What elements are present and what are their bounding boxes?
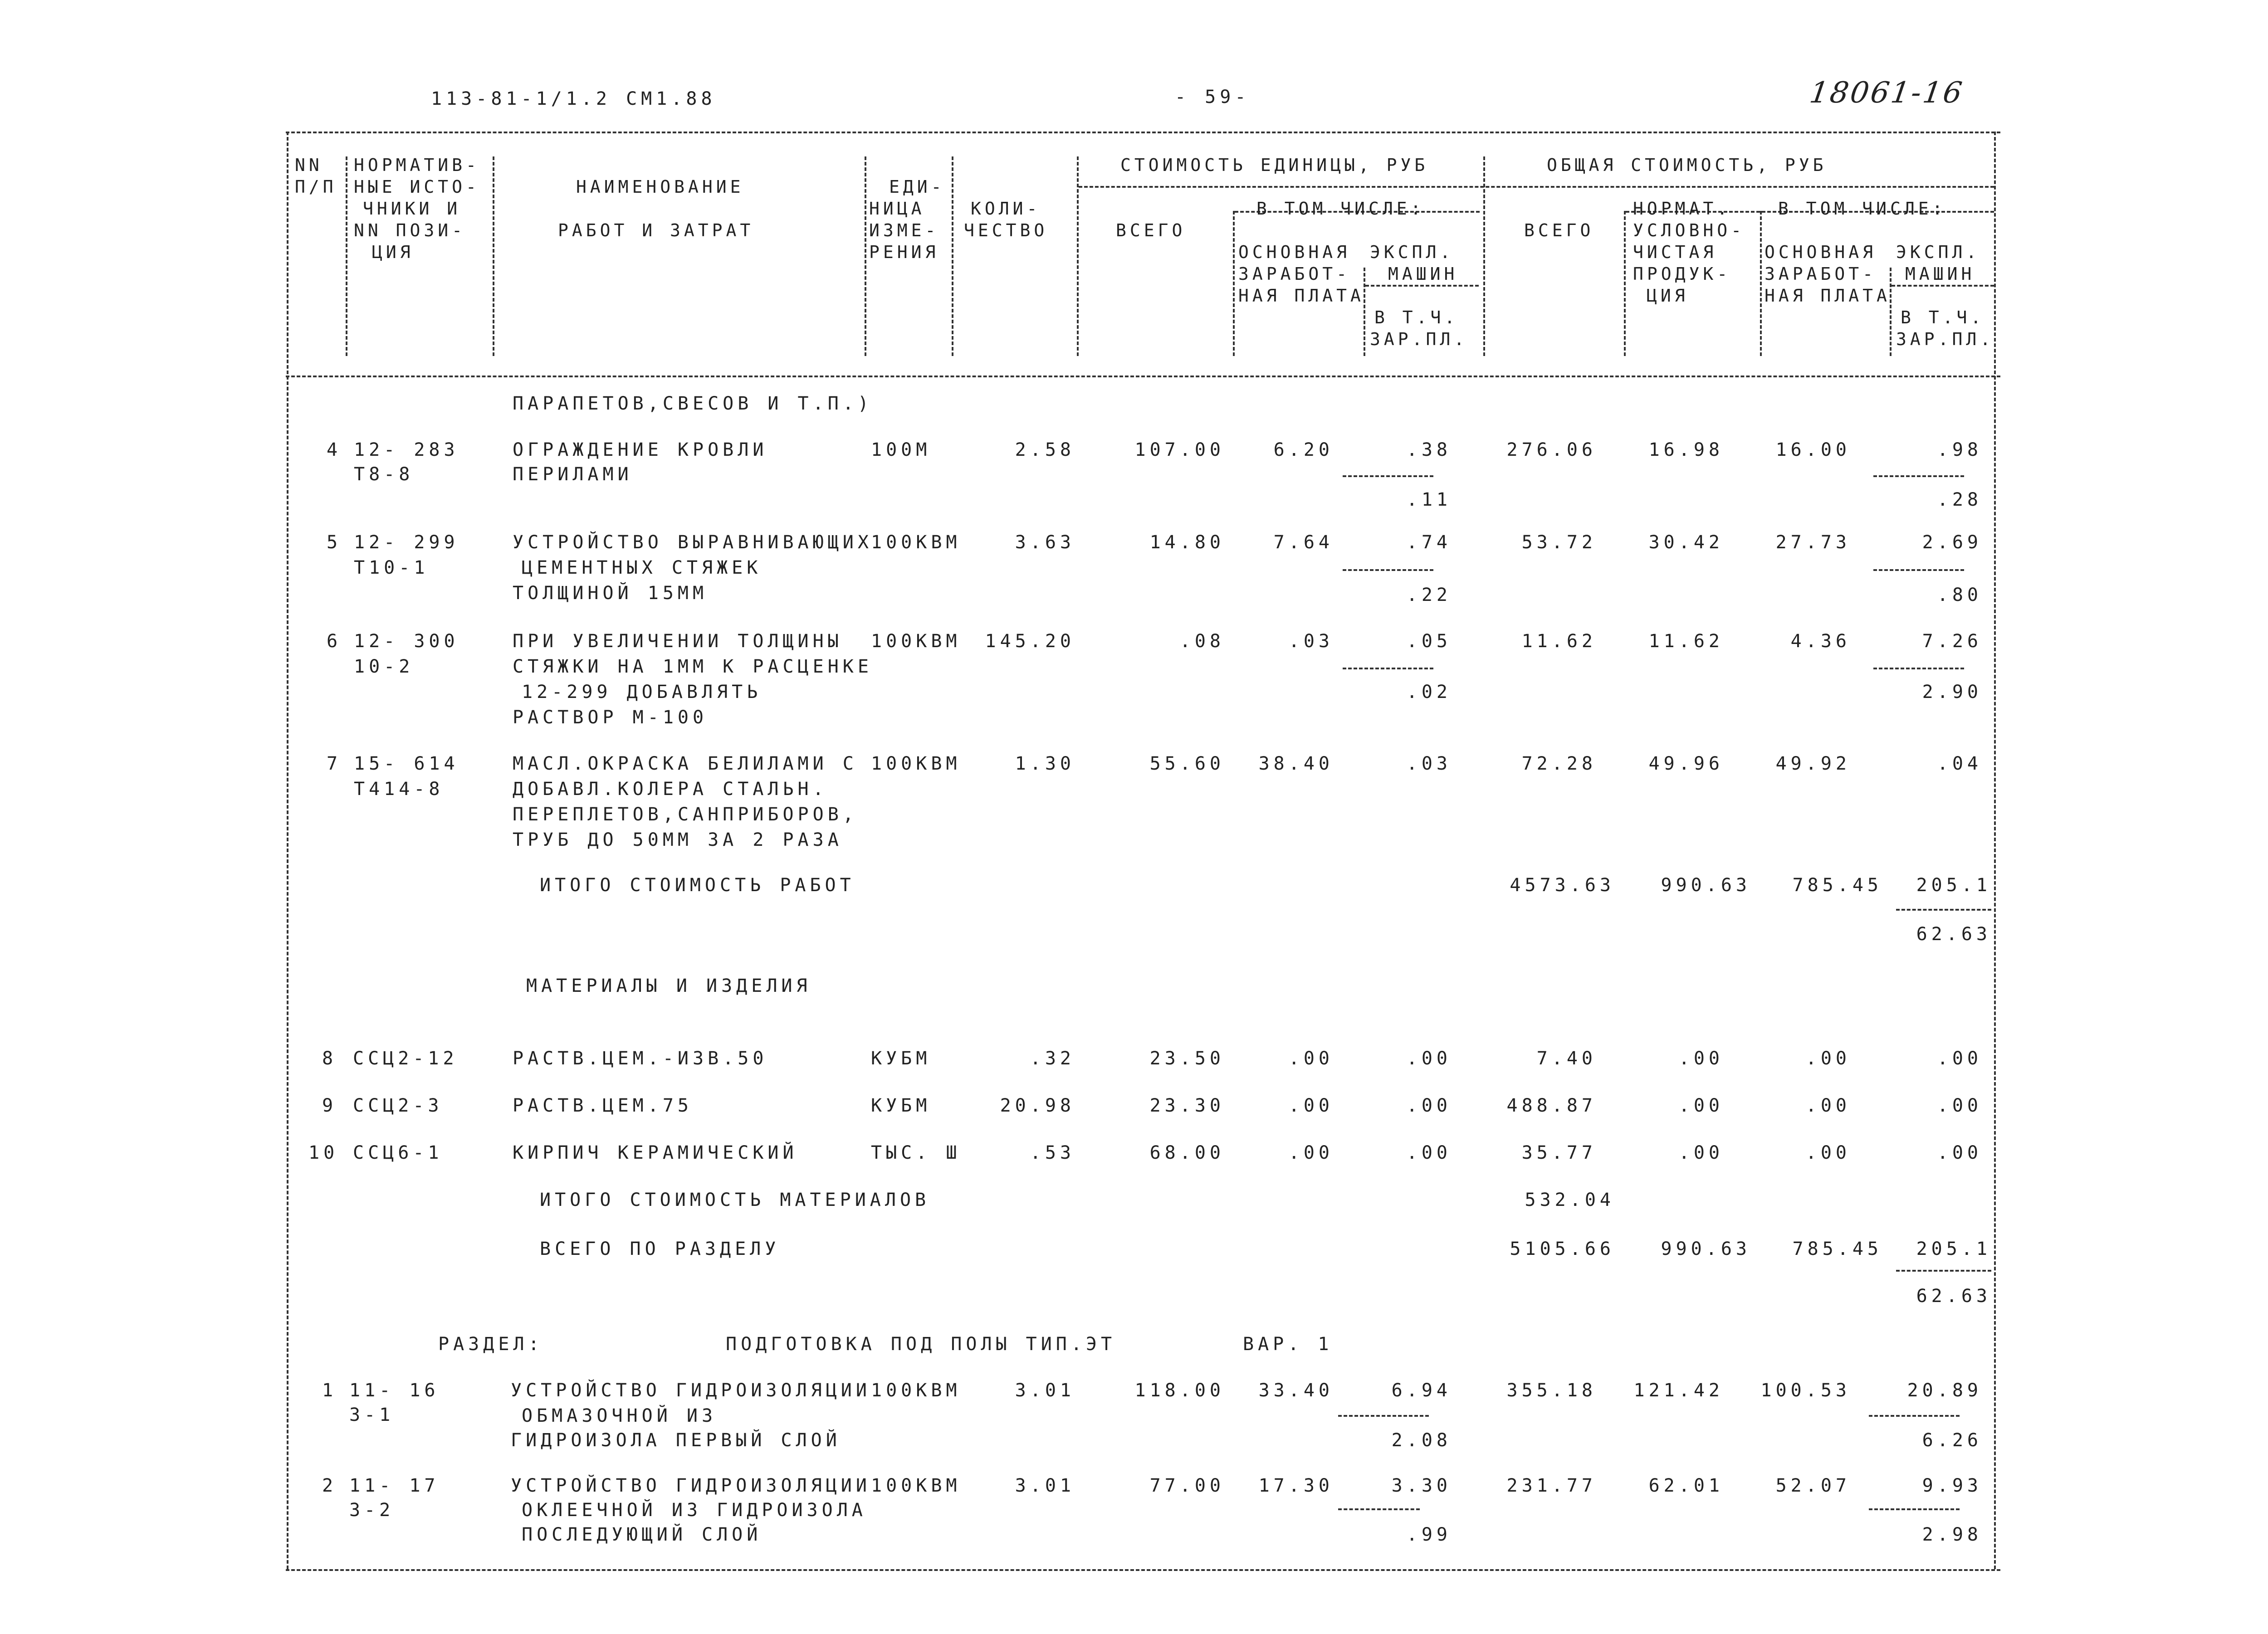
itogo-rabot-normat: 990.63 bbox=[1661, 875, 1751, 896]
mat-row-uc-wage: .00 bbox=[1288, 1142, 1334, 1163]
row-unit: 100КВМ bbox=[871, 753, 961, 774]
page-number: - 59- bbox=[1175, 87, 1250, 107]
header-underline-1 bbox=[1079, 186, 1994, 188]
hdr-vtom-2: В ТОМ ЧИСЛЕ: bbox=[1778, 199, 1946, 219]
mat-row-qty: .32 bbox=[1030, 1048, 1075, 1069]
sub-dash bbox=[1343, 569, 1433, 571]
row-uc-mach: 3.30 bbox=[1391, 1475, 1452, 1496]
mat-row-uc-wage: .00 bbox=[1288, 1048, 1334, 1069]
hdr-vtch2-2: ЗАР.ПЛ. bbox=[1896, 329, 1994, 349]
row-uc-total: 118.00 bbox=[1134, 1380, 1225, 1401]
row-uc-total: 107.00 bbox=[1134, 439, 1225, 460]
row-tc-mach: .98 bbox=[1937, 439, 1982, 460]
hdr-normat-5: ЦИЯ bbox=[1647, 286, 1689, 306]
hdr-eksp2-1: ЭКСПЛ. bbox=[1896, 242, 1980, 262]
mat-row-unit: КУБМ bbox=[871, 1048, 931, 1069]
hdr-unit-4: РЕНИЯ bbox=[869, 242, 939, 262]
hdr-osn2-2: ЗАРАБОТ- bbox=[1765, 264, 1877, 284]
frame-right bbox=[1994, 132, 1996, 1569]
row-name: РАСТВОР М-100 bbox=[513, 707, 708, 728]
hdr-unit-2: НИЦА bbox=[869, 199, 925, 219]
header-sep-11 bbox=[1890, 268, 1892, 356]
row-qty: 2.58 bbox=[1015, 439, 1075, 460]
row-source: 3-2 bbox=[349, 1500, 395, 1521]
row-name: ТОЛЩИНОЙ 15ММ bbox=[513, 583, 708, 604]
row-uc-mach-wage: .99 bbox=[1406, 1524, 1452, 1545]
hdr-name-1: НАИМЕНОВАНИЕ bbox=[576, 177, 744, 197]
vsego-razdel-label: ВСЕГО ПО РАЗДЕЛУ bbox=[540, 1239, 780, 1259]
row-uc-total: 55.60 bbox=[1149, 753, 1225, 774]
row-tc-total: 276.06 bbox=[1506, 439, 1597, 460]
mat-row-uc-mach: .00 bbox=[1406, 1048, 1452, 1069]
mat-row-uc-total: 68.00 bbox=[1149, 1142, 1225, 1163]
row-name: ПЕРИЛАМИ bbox=[513, 464, 633, 485]
row-name: ПЕРЕПЛЕТОВ,САНПРИБОРОВ, bbox=[513, 804, 858, 825]
itogo-rabot-mach: 205.1 bbox=[1916, 875, 1991, 896]
header-sep-9 bbox=[1760, 211, 1762, 356]
header-sep-3 bbox=[865, 156, 866, 356]
hdr-osn2-1: ОСНОВНАЯ bbox=[1765, 242, 1877, 262]
row-uc-total: 14.80 bbox=[1149, 532, 1225, 553]
vsego-razdel-wage: 785.45 bbox=[1792, 1239, 1882, 1259]
mat-row-source: ССЦ2-3 bbox=[353, 1095, 443, 1116]
row-number: 6 bbox=[327, 631, 342, 652]
razdel-label: РАЗДЕЛ: bbox=[438, 1334, 543, 1355]
mat-row-tc-wage: .00 bbox=[1805, 1095, 1851, 1116]
row-name: ПРИ УВЕЛИЧЕНИИ ТОЛЩИНЫ bbox=[513, 631, 843, 652]
materials-title: МАТЕРИАЛЫ И ИЗДЕЛИЯ bbox=[526, 976, 811, 996]
mat-row-source: ССЦ2-12 bbox=[353, 1048, 458, 1069]
mat-row-tc-normat: .00 bbox=[1678, 1048, 1724, 1069]
vsego-razdel-total: 5105.66 bbox=[1510, 1239, 1615, 1259]
mat-row-unit: КУБМ bbox=[871, 1095, 931, 1116]
row-tc-wage: 100.53 bbox=[1760, 1380, 1851, 1401]
row-name: УСТРОЙСТВО ВЫРАВНИВАЮЩИХ bbox=[513, 532, 873, 553]
row-tc-mach-wage: .28 bbox=[1937, 489, 1982, 510]
row-tc-mach: 9.93 bbox=[1922, 1475, 1982, 1496]
row-source: 11- 17 bbox=[349, 1475, 440, 1496]
row-number: 5 bbox=[327, 532, 342, 553]
hdr-vtom-1: В ТОМ ЧИСЛЕ: bbox=[1256, 199, 1425, 219]
row-name: УСТРОЙСТВО ГИДРОИЗОЛЯЦИИ bbox=[511, 1380, 871, 1401]
mat-row-name: КИРПИЧ КЕРАМИЧЕСКИЙ bbox=[513, 1142, 798, 1163]
row-qty: 3.01 bbox=[1015, 1475, 1075, 1496]
sub-dash bbox=[1873, 569, 1964, 571]
mat-row-tc-total: 35.77 bbox=[1521, 1142, 1597, 1163]
mat-row-tc-total: 7.40 bbox=[1536, 1048, 1597, 1069]
row-uc-wage: 7.64 bbox=[1273, 532, 1334, 553]
mat-row-tc-mach: .00 bbox=[1937, 1048, 1982, 1069]
row-tc-total: 53.72 bbox=[1521, 532, 1597, 553]
row-uc-mach: 6.94 bbox=[1391, 1380, 1452, 1401]
row-source: 11- 16 bbox=[349, 1380, 440, 1401]
header-sep-10 bbox=[1364, 268, 1365, 356]
row-tc-normat: 49.96 bbox=[1648, 753, 1724, 774]
row-tc-normat: 121.42 bbox=[1633, 1380, 1724, 1401]
row-unit: 100КВМ bbox=[871, 631, 961, 652]
row-uc-mach: .74 bbox=[1406, 532, 1452, 553]
row-name: УСТРОЙСТВО ГИДРОИЗОЛЯЦИИ bbox=[511, 1475, 871, 1496]
row-unit: 100КВМ bbox=[871, 1475, 961, 1496]
hdr-qty-1: КОЛИ- bbox=[971, 199, 1041, 219]
row-source: 12- 283 bbox=[354, 439, 459, 460]
sub-dash bbox=[1896, 909, 1991, 911]
hdr-osn-1: ОСНОВНАЯ bbox=[1238, 242, 1351, 262]
row-name: ТРУБ ДО 50ММ ЗА 2 РАЗА bbox=[513, 829, 843, 850]
frame-bottom bbox=[286, 1569, 2000, 1571]
hdr-vtch-2: ЗАР.ПЛ. bbox=[1370, 329, 1468, 349]
mat-row-number: 9 bbox=[322, 1095, 337, 1116]
document-code: 113-81-1/1.2 СМ1.88 bbox=[431, 88, 716, 109]
row-uc-total: .08 bbox=[1179, 631, 1225, 652]
vsego-razdel-mach-wage: 62.63 bbox=[1916, 1286, 1991, 1307]
row-source: 12- 300 bbox=[354, 631, 459, 652]
row-name: ЦЕМЕНТНЫХ СТЯЖЕК bbox=[522, 557, 762, 578]
vsego-razdel-normat: 990.63 bbox=[1661, 1239, 1751, 1259]
row-uc-wage: 17.30 bbox=[1258, 1475, 1334, 1496]
itogo-rabot-label: ИТОГО СТОИМОСТЬ РАБОТ bbox=[540, 875, 855, 896]
row-tc-mach-wage: 6.26 bbox=[1922, 1430, 1982, 1451]
row-name: ПОСЛЕДУЮЩИЙ СЛОЙ bbox=[522, 1524, 762, 1545]
hdr-norm-5: ЦИЯ bbox=[372, 242, 414, 262]
sub-dash bbox=[1338, 1508, 1420, 1510]
hdr-normat-2: УСЛОВНО- bbox=[1633, 220, 1745, 240]
row-tc-wage: 27.73 bbox=[1775, 532, 1851, 553]
mat-row-uc-total: 23.30 bbox=[1149, 1095, 1225, 1116]
hdr-vsego-2: ВСЕГО bbox=[1524, 220, 1594, 240]
hdr-normat-3: ЧИСТАЯ bbox=[1633, 242, 1717, 262]
itogo-mat-total: 532.04 bbox=[1525, 1190, 1615, 1210]
hdr-qty-2: ЧЕСТВО bbox=[964, 220, 1048, 240]
row-qty: 3.01 bbox=[1015, 1380, 1075, 1401]
header-sep-6 bbox=[1233, 211, 1235, 356]
row-tc-normat: 30.42 bbox=[1648, 532, 1724, 553]
sub-dash bbox=[1338, 1415, 1429, 1417]
row-source: 10-2 bbox=[354, 656, 414, 677]
row-name: МАСЛ.ОКРАСКА БЕЛИЛАМИ С bbox=[513, 753, 858, 774]
row-name: ДОБАВЛ.КОЛЕРА СТАЛЬН. bbox=[513, 779, 828, 800]
mat-row-source: ССЦ6-1 bbox=[353, 1142, 443, 1163]
row-qty: 3.63 bbox=[1015, 532, 1075, 553]
mat-row-number: 8 bbox=[322, 1048, 337, 1069]
row-tc-mach: .04 bbox=[1937, 753, 1982, 774]
row-unit: 100М bbox=[871, 439, 931, 460]
row-uc-mach: .03 bbox=[1406, 753, 1452, 774]
hdr-name-2: РАБОТ И ЗАТРАТ bbox=[558, 220, 754, 240]
hdr-vtch-1: В Т.Ч. bbox=[1374, 307, 1459, 327]
row-unit: 100КВМ bbox=[871, 532, 961, 553]
row-source: Т8-8 bbox=[354, 464, 414, 485]
header-sep-2 bbox=[493, 156, 494, 356]
itogo-rabot-wage: 785.45 bbox=[1792, 875, 1882, 896]
row-tc-mach-wage: 2.98 bbox=[1922, 1524, 1982, 1545]
mat-row-number: 10 bbox=[308, 1142, 339, 1163]
hdr-norm-3: ЧНИКИ И bbox=[363, 199, 461, 219]
hdr-eksp-1: ЭКСПЛ. bbox=[1370, 242, 1454, 262]
mat-row-uc-mach: .00 bbox=[1406, 1095, 1452, 1116]
header-underline-4 bbox=[1365, 285, 1479, 287]
mat-row-uc-total: 23.50 bbox=[1149, 1048, 1225, 1069]
sub-dash bbox=[1869, 1508, 1960, 1510]
sub-dash bbox=[1343, 668, 1433, 669]
row-tc-mach: 7.26 bbox=[1922, 631, 1982, 652]
row-name: СТЯЖКИ НА 1ММ К РАСЦЕНКЕ bbox=[513, 656, 873, 677]
hdr-osn-2: ЗАРАБОТ- bbox=[1238, 264, 1351, 284]
handwritten-number: 18061-16 bbox=[1807, 76, 1966, 110]
row-tc-total: 355.18 bbox=[1506, 1380, 1597, 1401]
itogo-rabot-mach-wage: 62.63 bbox=[1916, 924, 1991, 945]
row-uc-wage: 38.40 bbox=[1258, 753, 1334, 774]
row-uc-mach: .05 bbox=[1406, 631, 1452, 652]
hdr-eksp2-2: МАШИН bbox=[1905, 264, 1975, 284]
mat-row-tc-wage: .00 bbox=[1805, 1048, 1851, 1069]
mat-row-uc-mach: .00 bbox=[1406, 1142, 1452, 1163]
mat-row-name: РАСТВ.ЦЕМ.-ИЗВ.50 bbox=[513, 1048, 768, 1069]
hdr-normat-1: НОРМАТ. bbox=[1633, 199, 1731, 219]
row-uc-mach-wage: .22 bbox=[1406, 585, 1452, 605]
hdr-total-cost: ОБЩАЯ СТОИМОСТЬ, РУБ bbox=[1547, 155, 1827, 175]
row-uc-wage: 6.20 bbox=[1273, 439, 1334, 460]
row-name: ОБМАЗОЧНОЙ ИЗ bbox=[522, 1405, 717, 1426]
itogo-rabot-total: 4573.63 bbox=[1510, 875, 1615, 896]
mat-row-uc-wage: .00 bbox=[1288, 1095, 1334, 1116]
mat-row-tc-normat: .00 bbox=[1678, 1095, 1724, 1116]
row-uc-wage: 33.40 bbox=[1258, 1380, 1334, 1401]
row-name: ОГРАЖДЕНИЕ КРОВЛИ bbox=[513, 439, 768, 460]
sub-dash bbox=[1869, 1415, 1960, 1417]
row-tc-wage: 16.00 bbox=[1775, 439, 1851, 460]
sub-dash bbox=[1343, 475, 1433, 477]
frame-top bbox=[286, 132, 2000, 133]
sub-dash bbox=[1896, 1270, 1991, 1272]
hdr-unit-3: ИЗМЕ- bbox=[869, 220, 939, 240]
continuation-text: ПАРАПЕТОВ,СВЕСОВ И Т.П.) bbox=[513, 393, 873, 414]
mat-row-tc-total: 488.87 bbox=[1506, 1095, 1597, 1116]
mat-row-name: РАСТВ.ЦЕМ.75 bbox=[513, 1095, 693, 1116]
row-uc-mach-wage: .02 bbox=[1406, 682, 1452, 702]
hdr-osn2-3: НАЯ ПЛАТА bbox=[1765, 286, 1891, 306]
row-number: 2 bbox=[322, 1475, 337, 1496]
row-tc-mach: 2.69 bbox=[1922, 532, 1982, 553]
row-source: 3-1 bbox=[349, 1405, 395, 1425]
mat-row-tc-mach: .00 bbox=[1937, 1095, 1982, 1116]
row-tc-normat: 62.01 bbox=[1648, 1475, 1724, 1496]
mat-row-tc-mach: .00 bbox=[1937, 1142, 1982, 1163]
row-qty: 1.30 bbox=[1015, 753, 1075, 774]
row-unit: 100КВМ bbox=[871, 1380, 961, 1401]
row-source: 15- 614 bbox=[354, 753, 459, 774]
razdel-variant: ВАР. 1 bbox=[1243, 1334, 1333, 1355]
row-tc-normat: 16.98 bbox=[1648, 439, 1724, 460]
row-qty: 145.20 bbox=[985, 631, 1075, 652]
header-sep-4 bbox=[952, 156, 953, 356]
hdr-unit-cost: СТОИМОСТЬ ЕДИНИЦЫ, РУБ bbox=[1120, 155, 1429, 175]
frame-left bbox=[287, 132, 288, 1569]
row-uc-mach: .38 bbox=[1406, 439, 1452, 460]
mat-row-tc-normat: .00 bbox=[1678, 1142, 1724, 1163]
row-source: Т414-8 bbox=[354, 779, 444, 800]
row-uc-mach-wage: .11 bbox=[1406, 489, 1452, 510]
vsego-razdel-mach: 205.1 bbox=[1916, 1239, 1991, 1259]
header-underline-5 bbox=[1892, 285, 1994, 287]
row-tc-wage: 4.36 bbox=[1790, 631, 1851, 652]
row-uc-total: 77.00 bbox=[1149, 1475, 1225, 1496]
row-name: 12-299 ДОБАВЛЯТЬ bbox=[522, 682, 762, 702]
row-name: ГИДРОИЗОЛА ПЕРВЫЙ СЛОЙ bbox=[511, 1430, 841, 1451]
hdr-eksp-2: МАШИН bbox=[1388, 264, 1458, 284]
row-number: 4 bbox=[327, 439, 342, 460]
header-sep-8 bbox=[1624, 211, 1626, 356]
hdr-pp: П/П bbox=[295, 177, 337, 197]
row-name: ОКЛЕЕЧНОЙ ИЗ ГИДРОИЗОЛА bbox=[522, 1500, 867, 1521]
hdr-unit-1: ЕДИ- bbox=[889, 177, 945, 197]
row-tc-total: 231.77 bbox=[1506, 1475, 1597, 1496]
row-tc-wage: 49.92 bbox=[1775, 753, 1851, 774]
row-source: Т10-1 bbox=[354, 557, 429, 578]
row-tc-mach: 20.89 bbox=[1907, 1380, 1982, 1401]
mat-row-tc-wage: .00 bbox=[1805, 1142, 1851, 1163]
row-tc-total: 72.28 bbox=[1521, 753, 1597, 774]
row-uc-mach-wage: 2.08 bbox=[1391, 1430, 1452, 1451]
hdr-nn: NN bbox=[295, 155, 323, 175]
row-uc-wage: .03 bbox=[1288, 631, 1334, 652]
sub-dash bbox=[1873, 668, 1964, 669]
mat-row-qty: .53 bbox=[1030, 1142, 1075, 1163]
row-tc-wage: 52.07 bbox=[1775, 1475, 1851, 1496]
row-tc-mach-wage: .80 bbox=[1937, 585, 1982, 605]
row-number: 1 bbox=[322, 1380, 337, 1401]
hdr-norm-1: НОРМАТИВ- bbox=[354, 155, 480, 175]
hdr-normat-4: ПРОДУК- bbox=[1633, 264, 1731, 284]
razdel-title: ПОДГОТОВКА ПОД ПОЛЫ ТИП.ЭТ bbox=[726, 1334, 1116, 1355]
row-tc-normat: 11.62 bbox=[1648, 631, 1724, 652]
sub-dash bbox=[1873, 475, 1964, 477]
header-bottom-line bbox=[286, 376, 2000, 377]
itogo-mat-label: ИТОГО СТОИМОСТЬ МАТЕРИАЛОВ bbox=[540, 1190, 930, 1210]
hdr-norm-4: NN ПОЗИ- bbox=[354, 220, 466, 240]
mat-row-unit: ТЫС. Ш bbox=[871, 1142, 961, 1163]
row-tc-total: 11.62 bbox=[1521, 631, 1597, 652]
hdr-vsego-1: ВСЕГО bbox=[1116, 220, 1186, 240]
hdr-osn-3: НАЯ ПЛАТА bbox=[1238, 286, 1364, 306]
mat-row-qty: 20.98 bbox=[1000, 1095, 1075, 1116]
hdr-norm-2: НЫЕ ИСТО- bbox=[354, 177, 480, 197]
hdr-vtch2-1: В Т.Ч. bbox=[1901, 307, 1985, 327]
row-tc-mach-wage: 2.90 bbox=[1922, 682, 1982, 702]
row-number: 7 bbox=[327, 753, 342, 774]
row-source: 12- 299 bbox=[354, 532, 459, 553]
header-sep-1 bbox=[346, 156, 347, 356]
